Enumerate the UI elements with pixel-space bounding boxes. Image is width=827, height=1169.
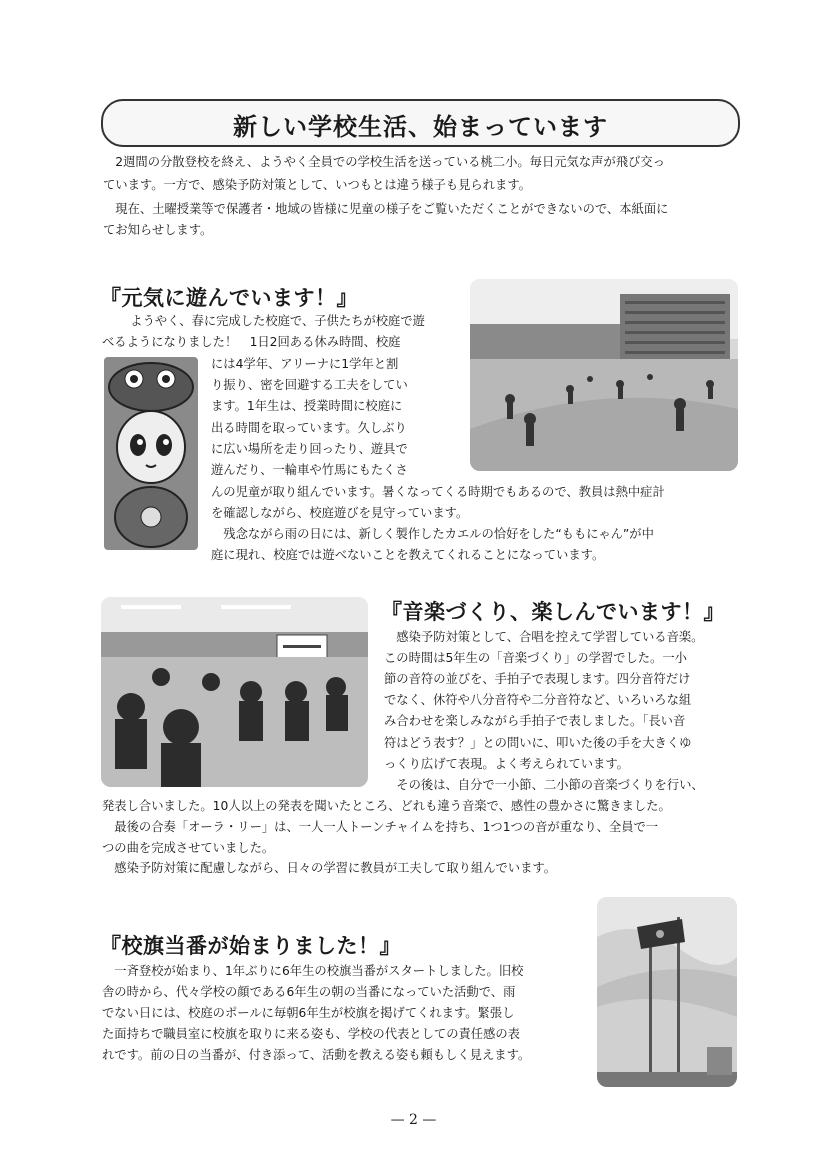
playground-photo <box>470 279 738 471</box>
section1-line: 庭に現れ、校庭では遊べないことを教えてくれることになっています。 <box>211 548 605 562</box>
section2-line: その後は、自分で一小節、二小節の音楽づくりを行い、 <box>384 778 704 792</box>
section1-heading: 『元気に遊んでいます！』 <box>100 286 358 310</box>
school-flag-photo <box>597 897 737 1087</box>
section2-line: み合わせを楽しみながら手拍子で表しました。「長い音 <box>384 714 686 728</box>
intro-line: ています。一方で、感染予防対策として、いつもとは違う様子も見られます。 <box>103 178 531 192</box>
intro-line: 現在、土曜授業等で保護者・地域の皆様に児童の様子をご覧いただくことができないので、本紙面に <box>103 202 669 216</box>
section3-line: た面持ちで職員室に校旗を取りに来る姿も、学校の代表としての責任感の表 <box>102 1027 520 1041</box>
section2-line: 符はどう表す？」との問いに、叩いた後の手を大きくゆ <box>384 736 692 750</box>
section2-heading: 『音楽づくり、楽しんでいます！』 <box>381 600 725 624</box>
section1-line: ます。1年生は、授業時間に校庭に <box>211 399 403 413</box>
music-class-photo <box>101 597 368 787</box>
frog-mascot-illustration <box>104 357 198 550</box>
section2-line: っくり広げて表現。よく考えられています。 <box>384 757 629 771</box>
section1-line: んの児童が取り組んでいます。暑くなってくる時期でもあるので、教員は熱中症計 <box>211 485 665 499</box>
section1-line: 残念ながら雨の日には、新しく製作したカエルの恰好をした“ももにゃん”が中 <box>211 527 654 541</box>
section1-line: ようやく、春に完成した校庭で、子供たちが校庭で遊 <box>118 314 425 328</box>
section2-line: 発表し合いました。10人以上の発表を聞いたところ、どれも違う音楽で、感性の豊かさに驚きました。 <box>102 799 671 813</box>
section3-heading: 『校旗当番が始まりました！』 <box>100 934 401 958</box>
page-number: — 2 — <box>390 1112 437 1128</box>
section3-line: でない日には、校庭のポールに毎朝6年生が校旗を掲げてくれます。緊張し <box>102 1006 515 1020</box>
title-banner <box>101 99 740 147</box>
section2-line: 最後の合奏「オーラ・リー」は、一人一人トーンチャイムを持ち、1つ1つの音が重なり、全員で一 <box>102 820 659 834</box>
section1-line: 遊んだり、一輪車や竹馬にもたくさ <box>211 463 408 477</box>
section1-line: に広い場所を走り回ったり、遊具で <box>211 442 408 456</box>
intro-line: てお知らせします。 <box>103 223 213 237</box>
section2-line: 感染予防対策として、合唱を控えて学習している音楽。 <box>384 630 704 644</box>
page-title: 新しい学校生活、始まっています <box>233 112 608 141</box>
section1-line: を確認しながら、校庭遊びを見守っています。 <box>211 506 469 520</box>
section2-line: つの曲を完成させていました。 <box>102 841 275 855</box>
intro-line: 2週間の分散登校を終え、ようやく全員での学校生活を送っている桃二小。毎日元気な声が飛び交っ <box>103 155 665 169</box>
section2-line: でなく、休符や八分音符や二分音符など、いろいろな組 <box>384 693 692 707</box>
section1-line: 出る時間を取っています。久しぶり <box>211 421 407 435</box>
section3-line: 一斉登校が始まり、1年ぶりに6年生の校旗当番がスタートしました。旧校 <box>102 964 524 978</box>
section2-line: 感染予防対策に配慮しながら、日々の学習に教員が工夫して取り組んでいます。 <box>102 861 557 875</box>
section1-line: べるようになりました！ 1日2回ある休み時間、校庭 <box>102 335 401 349</box>
section3-line: 舎の時から、代々学校の顔である6年生の朝の当番になっていた活動で、雨 <box>102 985 516 999</box>
section3-line: れです。前の日の当番が、付き添って、活動を教える姿も頼もしく見えます。 <box>102 1048 531 1062</box>
section2-line: この時間は5年生の「音楽づくり」の学習でした。一小 <box>384 651 687 665</box>
section1-line: り振り、密を回避する工夫をしてい <box>211 378 408 392</box>
section2-line: 節の音符の並びを、手拍子で表現します。四分音符だけ <box>384 672 691 686</box>
section1-line: には4学年、アリーナに1学年と割 <box>211 357 399 371</box>
